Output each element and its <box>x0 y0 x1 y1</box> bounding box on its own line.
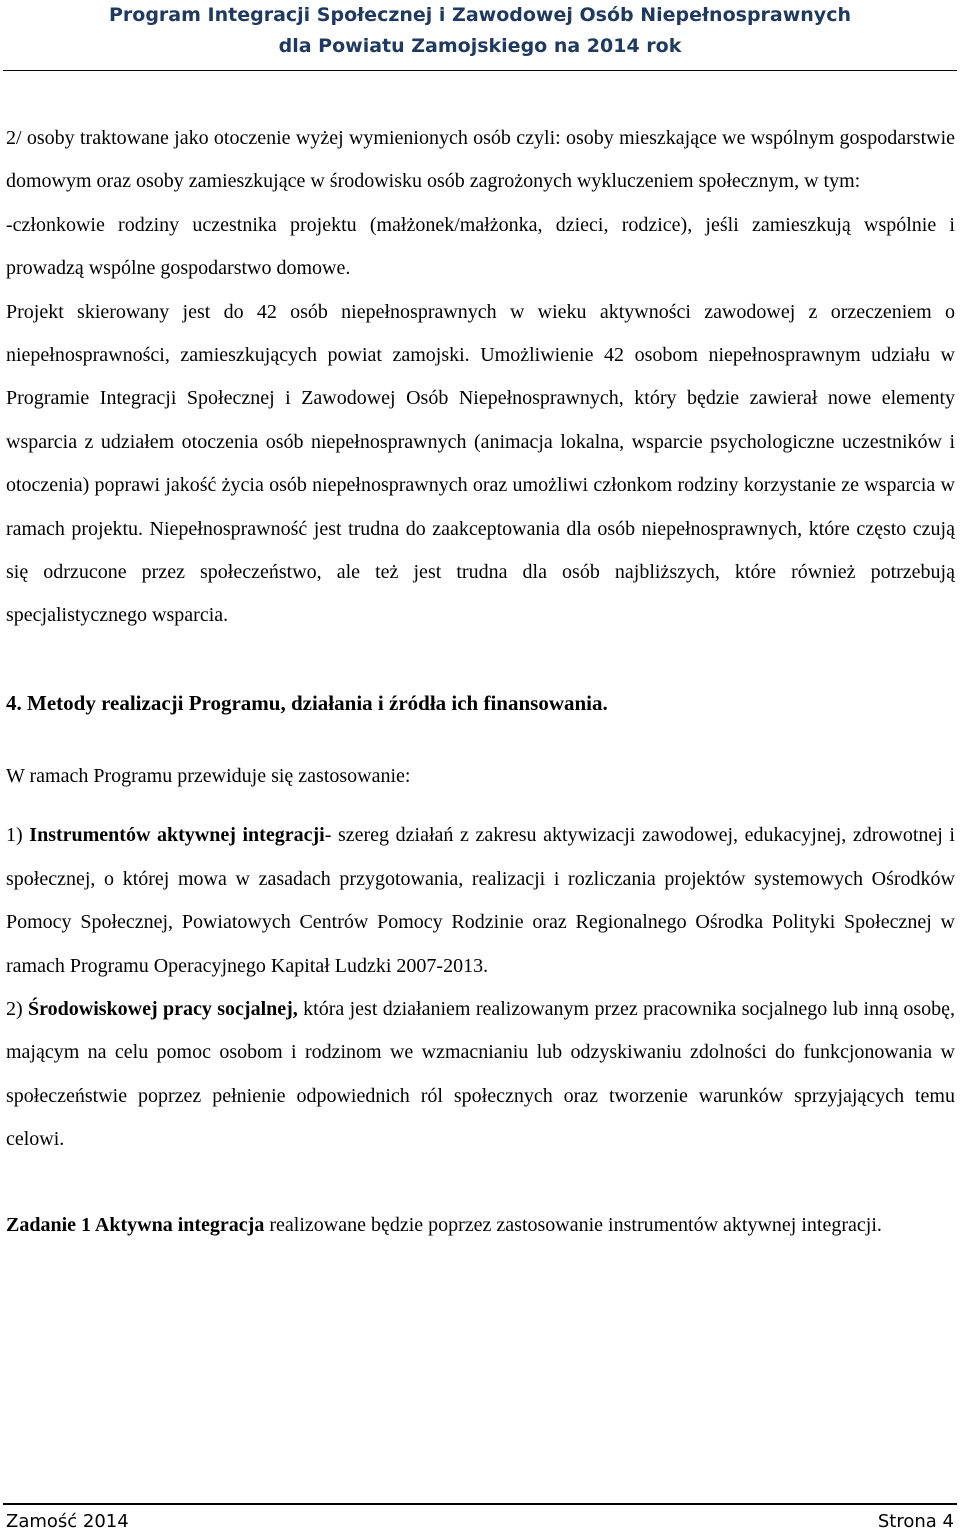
task-description: realizowane będzie poprzez zastosowanie instrumentów aktywnej integracji. <box>264 1213 882 1236</box>
list-item-instruments <box>6 814 955 988</box>
footer-place-date: Zamość 2014 <box>6 1511 129 1532</box>
page-header <box>0 0 960 62</box>
section-heading: 4. Metody realizacji Programu, działania i źródła ich finansowania. <box>6 690 608 715</box>
paragraph-household: 2/ osoby traktowane jako otoczenie wyżej wymienionych osób czyli: osoby mieszkające we wspólnym gospodarstwie domowym oraz osoby zamieszkujące w środowisku osób zagrożonych wykluczeniem społecznym, w tym: <box>6 127 955 193</box>
paragraph-project-scope: Projekt skierowany jest do 42 osób niepełnosprawnych w wieku aktywności zawodowej z orzeczeniem o niepełnosprawności, zamieszkujących powiat zamojski. Umożliwienie 42 osobom niepełnosprawnym udziału w Programie Integracji Społecznej i Zawodowej Osób Niepełnosprawnych, który będzie zawierał nowe elementy wsparcia z udziałem otoczenia osób niepełnosprawnych (animacja lokalna, wsparcie psychologiczne uczestników i otoczenia) poprawi jakość życia osób niepełnosprawnych oraz umożliwi członkom rodziny korzystanie ze wsparcia w ramach projektu. Niepełnosprawność jest trudna do zaakceptowania dla osób niepełnosprawnych, które często czują się odrzucone przez społeczeństwo, ale też jest trudna dla osób najbliższych, które również potrzebują specjalistycznego wsparcia. <box>6 300 955 627</box>
task-title: Zadanie 1 Aktywna integracja <box>6 1213 265 1236</box>
header-divider <box>3 70 957 71</box>
paragraph-task-1 <box>6 1204 955 1247</box>
paragraph-family-members: -członkowie rodziny uczestnika projektu (małżonek/małżonka, dzieci, rodzice), jeśli zamieszkują wspólnie i prowadzą wspólne gospodarstwo domowe. <box>6 213 955 280</box>
paragraph-intro: W ramach Programu przewiduje się zastosowanie: <box>6 764 411 787</box>
page-number: Strona 4 <box>877 1511 954 1532</box>
page-footer <box>0 1508 960 1535</box>
list-item-description: - szereg działań z zakresu aktywizacji zawodowej, edukacyjnej, zdrowotnej i społecznej, o której mowa w zasadach przygotowania, realizacji i rozliczania projektów systemowych Ośrodków Pomocy Społecznej, Powiatowych Centrów Pomocy Rodzinie oraz Regionalnego Ośrodka Polityki Społecznej w ramach Programu Operacyjnego Kapitał Ludzki 2007-2013. <box>6 824 955 977</box>
footer-divider <box>3 1503 957 1505</box>
list-item-term: Środowiskowej pracy socjalnej, <box>28 997 298 1020</box>
header-title-line2: dla Powiatu Zamojskiego na 2014 rok <box>278 35 682 57</box>
header-title-line1: Program Integracji Społecznej i Zawodowej Osób Niepełnosprawnych <box>108 4 851 26</box>
list-item-social-work <box>6 988 955 1162</box>
document-body <box>6 117 955 1247</box>
list-item-description: która jest działaniem realizowanym przez pracownika socjalnego lub inną osobę, mającym na celu pomoc osobom i rodzinom we wzmacnianiu lub odzyskiwaniu zdolności do funkcjonowania w społeczeństwie poprzez pełnienie odpowiednich ról społecznych oraz tworzenie warunków sprzyjających temu celowi. <box>6 997 955 1151</box>
list-item-term: Instrumentów aktywnej integracji <box>29 824 325 847</box>
list-item-number: 2) <box>6 997 29 1020</box>
list-item-number: 1) <box>6 824 30 847</box>
